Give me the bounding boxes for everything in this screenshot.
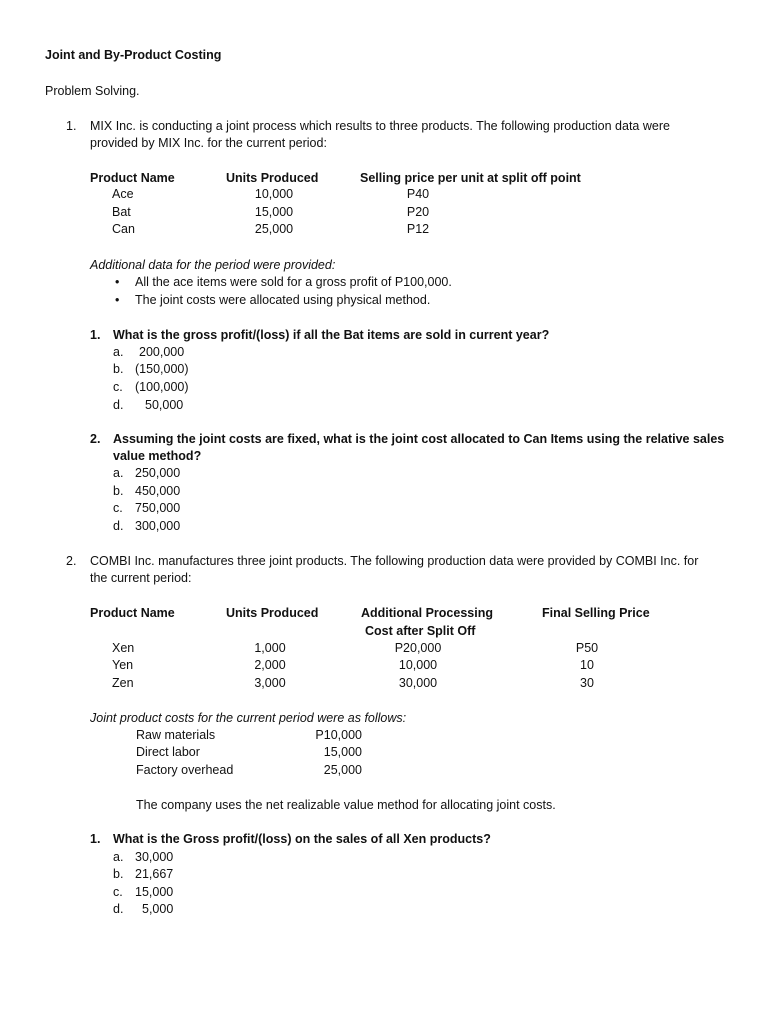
document-title: Joint and By-Product Costing	[45, 48, 222, 62]
option-value: 300,000	[135, 519, 181, 533]
problem-2-text-line1: COMBI Inc. manufactures three joint products. The following production data were provided by COMBI Inc. for	[90, 554, 699, 568]
option-letter: c.	[113, 501, 123, 515]
p1-header-product-name: Product Name	[90, 171, 175, 185]
p2-method-note: The company uses the net realizable value method for allocating joint costs.	[136, 798, 556, 812]
option-value: 21,667	[135, 867, 174, 881]
p2-row-units: 3,000	[254, 676, 286, 690]
p2-q1-text: What is the Gross profit/(loss) on the sales of all Xen products?	[113, 832, 491, 846]
p2-header-additional-processing: Additional Processing	[361, 606, 493, 620]
option-value: 250,000	[135, 466, 181, 480]
option-letter: b.	[113, 484, 124, 498]
option-value: (150,000)	[135, 362, 189, 376]
p1-row-price: P40	[406, 187, 430, 201]
problem-1-number: 1.	[66, 119, 77, 133]
p2-header-final-selling-price: Final Selling Price	[542, 606, 650, 620]
p2-row-units: 1,000	[254, 641, 286, 655]
joint-cost-label: Raw materials	[136, 728, 216, 742]
joint-cost-label: Direct labor	[136, 745, 200, 759]
p2-row-name: Yen	[112, 658, 134, 672]
joint-cost-amount: 25,000	[323, 763, 362, 777]
joint-cost-amount: P10,000	[315, 728, 362, 742]
option-letter: b.	[113, 867, 124, 881]
option-value: 15,000	[135, 885, 174, 899]
p2-row-additional-cost: 30,000	[398, 676, 438, 690]
option-letter: a.	[113, 345, 124, 359]
p2-row-additional-cost: P20,000	[394, 641, 442, 655]
p2-row-final-price: P50	[575, 641, 599, 655]
p1-row-name: Can	[112, 222, 135, 236]
problem-1-text-line1: MIX Inc. is conducting a joint process which results to three products. The following production data were	[90, 119, 670, 133]
p1-additional-data-label: Additional data for the period were provided:	[90, 258, 336, 272]
p1-row-price: P20	[406, 205, 430, 219]
joint-cost-amount: 15,000	[323, 745, 362, 759]
p1-header-selling-price: Selling price per unit at split off point	[360, 171, 581, 185]
joint-cost-label: Factory overhead	[136, 763, 234, 777]
p1-row-name: Bat	[112, 205, 131, 219]
p2-q1-number: 1.	[90, 832, 101, 846]
option-letter: c.	[113, 380, 123, 394]
option-letter: c.	[113, 885, 123, 899]
option-value: 750,000	[135, 501, 181, 515]
p2-header-cost-after-split-off: Cost after Split Off	[365, 624, 476, 638]
p2-row-final-price: 30	[580, 676, 594, 690]
p1-q1-text: What is the gross profit/(loss) if all the Bat items are sold in current year?	[113, 328, 550, 342]
option-value: 450,000	[135, 484, 181, 498]
option-value: (100,000)	[135, 380, 189, 394]
p2-header-units-produced: Units Produced	[226, 606, 319, 620]
option-value: 30,000	[135, 850, 174, 864]
section-heading: Problem Solving.	[45, 84, 140, 98]
problem-2-text-line2: the current period:	[90, 571, 192, 585]
p1-row-price: P12	[406, 222, 430, 236]
option-letter: d.	[113, 398, 124, 412]
option-letter: b.	[113, 362, 124, 376]
p1-q2-text-line2: value method?	[113, 449, 202, 463]
p1-q1-number: 1.	[90, 328, 101, 342]
option-letter: a.	[113, 466, 124, 480]
p2-row-name: Xen	[112, 641, 135, 655]
p2-row-final-price: 10	[580, 658, 594, 672]
p2-header-product-name: Product Name	[90, 606, 175, 620]
p2-joint-costs-label: Joint product costs for the current period were as follows:	[90, 711, 407, 725]
p2-row-additional-cost: 10,000	[398, 658, 438, 672]
option-value: 5,000	[142, 902, 174, 916]
p1-q2-text-line1: Assuming the joint costs are fixed, what is the joint cost allocated to Can Items using the relative sales	[113, 432, 725, 446]
problem-2-number: 2.	[66, 554, 77, 568]
p1-bullet-text: The joint costs were allocated using physical method.	[135, 293, 431, 307]
problem-1-text-line2: provided by MIX Inc. for the current period:	[90, 136, 327, 150]
p1-header-units-produced: Units Produced	[226, 171, 319, 185]
option-value: 50,000	[145, 398, 184, 412]
p2-row-units: 2,000	[254, 658, 286, 672]
p1-bullet-text: All the ace items were sold for a gross profit of P100,000.	[135, 275, 452, 289]
option-value: 200,000	[139, 345, 185, 359]
p1-row-name: Ace	[112, 187, 134, 201]
p1-row-units: 25,000	[254, 222, 294, 236]
option-letter: a.	[113, 850, 124, 864]
p2-row-name: Zen	[112, 676, 134, 690]
bullet-icon: •	[115, 293, 120, 307]
p1-row-units: 10,000	[254, 187, 294, 201]
p1-q2-number: 2.	[90, 432, 101, 446]
bullet-icon: •	[115, 275, 120, 289]
option-letter: d.	[113, 519, 124, 533]
option-letter: d.	[113, 902, 124, 916]
p1-row-units: 15,000	[254, 205, 294, 219]
